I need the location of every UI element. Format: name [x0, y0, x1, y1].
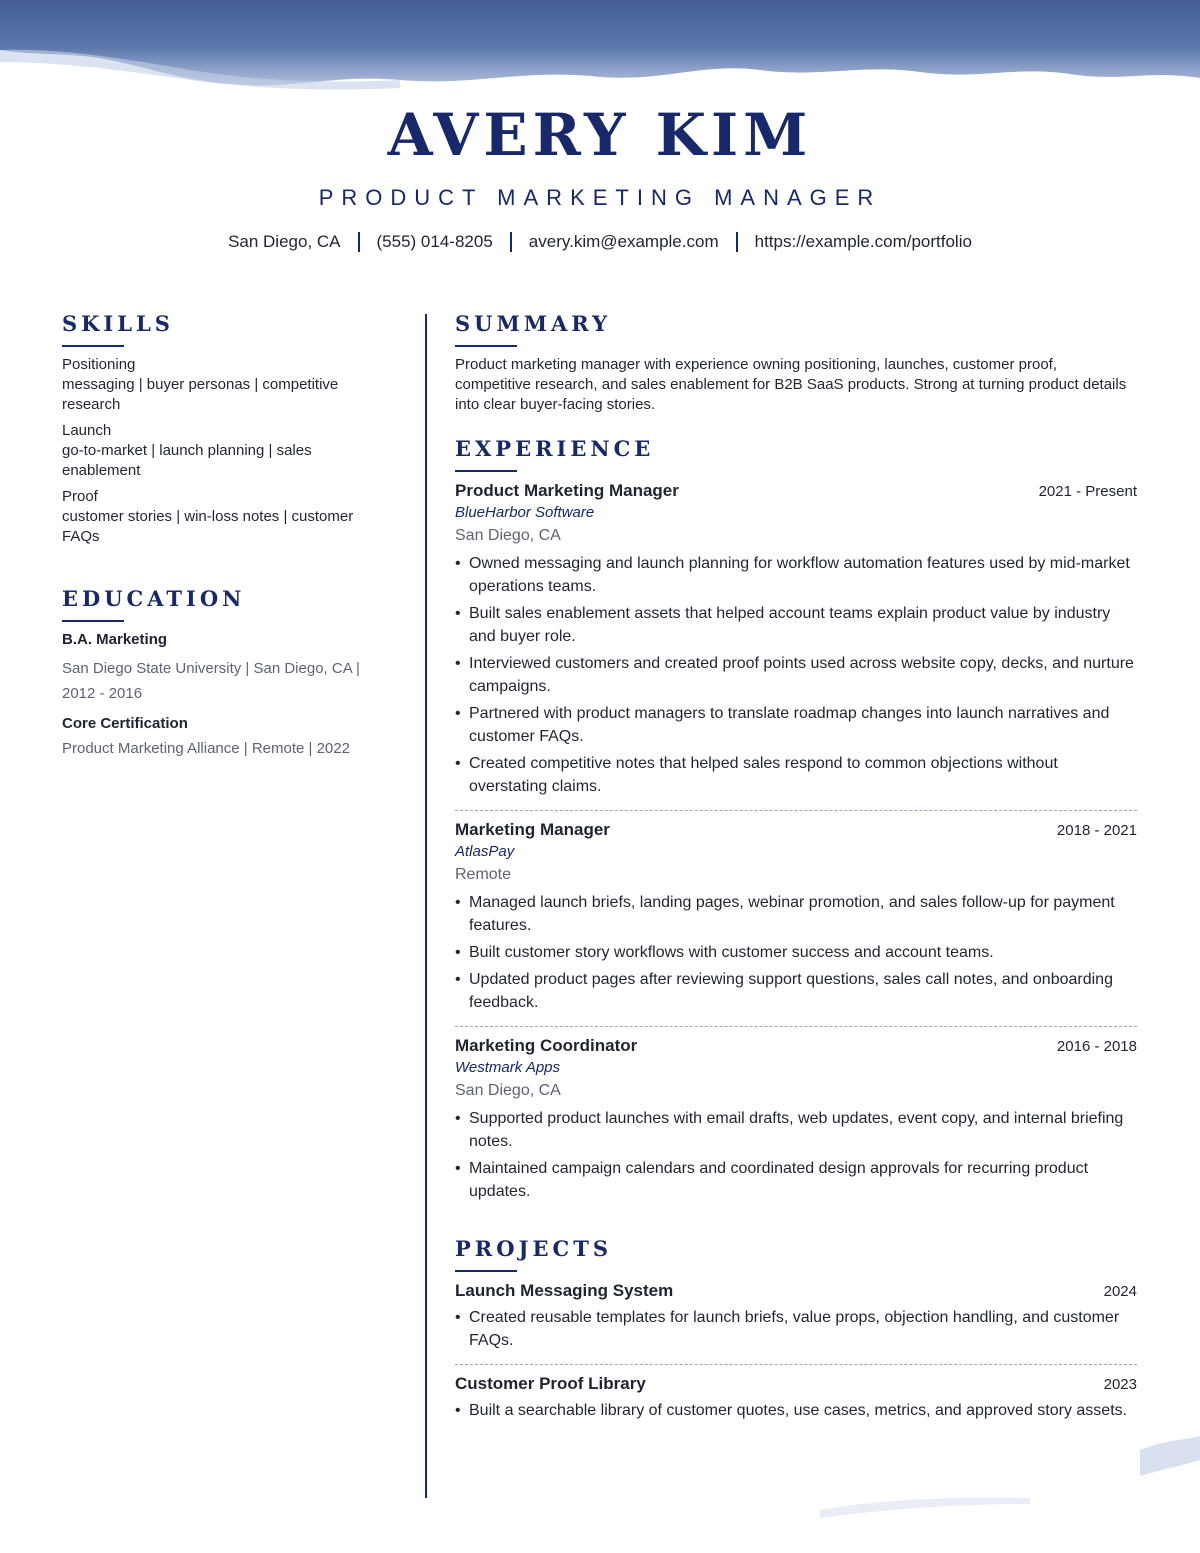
- left-column: [62, 310, 392, 761]
- project-year: 2024: [1103, 1283, 1137, 1300]
- contact-line: [0, 232, 1200, 252]
- education-info: San Diego State University | San Diego, CA | 2012 - 2016: [62, 660, 360, 702]
- project-entry: [455, 1364, 1137, 1434]
- section-heading: SUMMARY: [455, 311, 612, 336]
- skill-items: customer stories | win-loss notes | customer FAQs: [62, 508, 354, 545]
- job-dates: 2018 - 2021: [1056, 822, 1137, 839]
- skill-category: Launch: [62, 422, 112, 439]
- contact-separator: [358, 232, 360, 252]
- education-entry: [62, 714, 392, 761]
- projects-section: [455, 1235, 1137, 1434]
- contact-separator: [510, 232, 512, 252]
- job-location: Remote: [455, 866, 512, 883]
- project-name: Customer Proof Library: [455, 1374, 646, 1393]
- section-rule: [455, 345, 517, 347]
- skill-category: Positioning: [62, 356, 136, 373]
- bullet-item: • Supported product launches with email drafts, web updates, event copy, and internal briefing notes.: [455, 1107, 1137, 1153]
- education-degree: Core Certification: [62, 715, 188, 732]
- bullet-item: • Built a searchable library of customer quotes, use cases, metrics, and approved story assets.: [455, 1399, 1137, 1422]
- skills-section: [62, 310, 392, 547]
- project-year: 2023: [1103, 1376, 1137, 1393]
- education-section: [62, 585, 392, 761]
- job-location: San Diego, CA: [455, 1082, 561, 1099]
- skill-items: messaging | buyer personas | competitive research: [62, 376, 339, 413]
- bullet-item: • Created reusable templates for launch briefs, value props, objection handling, and customer FAQs.: [455, 1306, 1137, 1352]
- section-heading: EXPERIENCE: [455, 436, 655, 461]
- column-divider: [425, 314, 427, 1498]
- candidate-name: AVERY KIM: [387, 101, 813, 169]
- bullet-item: • Partnered with product managers to translate roadmap changes into launch narratives and customer FAQs.: [455, 702, 1137, 748]
- job-role: Marketing Manager: [455, 820, 610, 839]
- section-rule: [455, 470, 517, 472]
- bullet-item: • Maintained campaign calendars and coordinated design approvals for recurring product updates.: [455, 1157, 1137, 1203]
- section-rule: [62, 345, 124, 347]
- bullet-item: • Created competitive notes that helped sales respond to common objections without overstating claims.: [455, 752, 1137, 798]
- project-name: Launch Messaging System: [455, 1281, 674, 1300]
- skill-group: [62, 355, 392, 415]
- job-entry: [455, 1026, 1137, 1215]
- job-dates: 2021 - Present: [1038, 483, 1137, 500]
- section-heading: PROJECTS: [455, 1236, 612, 1261]
- skill-group: [62, 487, 392, 547]
- summary-section: [455, 310, 1137, 415]
- bullet-item: • Built customer story workflows with customer success and account teams.: [455, 941, 1137, 964]
- bullet-item: • Managed launch briefs, landing pages, webinar promotion, and sales follow-up for payment features.: [455, 891, 1137, 937]
- education-degree: B.A. Marketing: [62, 631, 168, 648]
- education-info: Product Marketing Alliance | Remote | 2022: [62, 740, 350, 757]
- skill-category: Proof: [62, 488, 98, 505]
- skill-group: [62, 421, 392, 481]
- job-company: BlueHarbor Software: [455, 504, 595, 521]
- bullet-item: • Updated product pages after reviewing support questions, sales call notes, and onboarding feedback.: [455, 968, 1137, 1014]
- summary-text: Product marketing manager with experience owning positioning, launches, customer proof, competitive research, and sales enablement for B2B SaaS products. Strong at turning product details into clear buyer-facing stories.: [455, 356, 1127, 413]
- job-location: San Diego, CA: [455, 527, 561, 544]
- skill-items: go-to-market | launch planning | sales enablement: [62, 442, 312, 479]
- section-heading: SKILLS: [62, 311, 174, 336]
- experience-section: [455, 435, 1137, 1215]
- job-entry: [455, 480, 1137, 810]
- bullet-item: • Owned messaging and launch planning for workflow automation features used by mid-market operations teams.: [455, 552, 1137, 598]
- job-role: Product Marketing Manager: [455, 481, 679, 500]
- resume-header: [0, 100, 1200, 252]
- job-bullets: [455, 891, 1137, 1014]
- section-rule: [62, 620, 124, 622]
- job-dates: 2016 - 2018: [1056, 1038, 1137, 1055]
- section-heading: EDUCATION: [62, 586, 246, 611]
- job-role: Marketing Coordinator: [455, 1036, 638, 1055]
- contact-phone: (555) 014-8205: [376, 232, 493, 251]
- section-rule: [455, 1270, 517, 1272]
- job-company: AtlasPay: [455, 843, 515, 860]
- job-bullets: [455, 552, 1137, 798]
- job-bullets: [455, 1107, 1137, 1203]
- job-company: Westmark Apps: [455, 1059, 561, 1076]
- right-column: [455, 310, 1137, 1434]
- project-bullets: [455, 1399, 1137, 1422]
- contact-portfolio-link[interactable]: https://example.com/portfolio: [754, 232, 972, 251]
- bullet-item: • Built sales enablement assets that helped account teams explain product value by industry and buyer role.: [455, 602, 1137, 648]
- contact-separator: [736, 232, 738, 252]
- project-entry: [455, 1280, 1137, 1364]
- contact-location: San Diego, CA: [228, 232, 341, 251]
- project-bullets: [455, 1306, 1137, 1352]
- contact-email[interactable]: avery.kim@example.com: [528, 232, 719, 251]
- education-entry: [62, 630, 392, 706]
- job-entry: [455, 810, 1137, 1026]
- candidate-title: PRODUCT MARKETING MANAGER: [318, 185, 882, 210]
- bullet-item: • Interviewed customers and created proof points used across website copy, decks, and nurture campaigns.: [455, 652, 1137, 698]
